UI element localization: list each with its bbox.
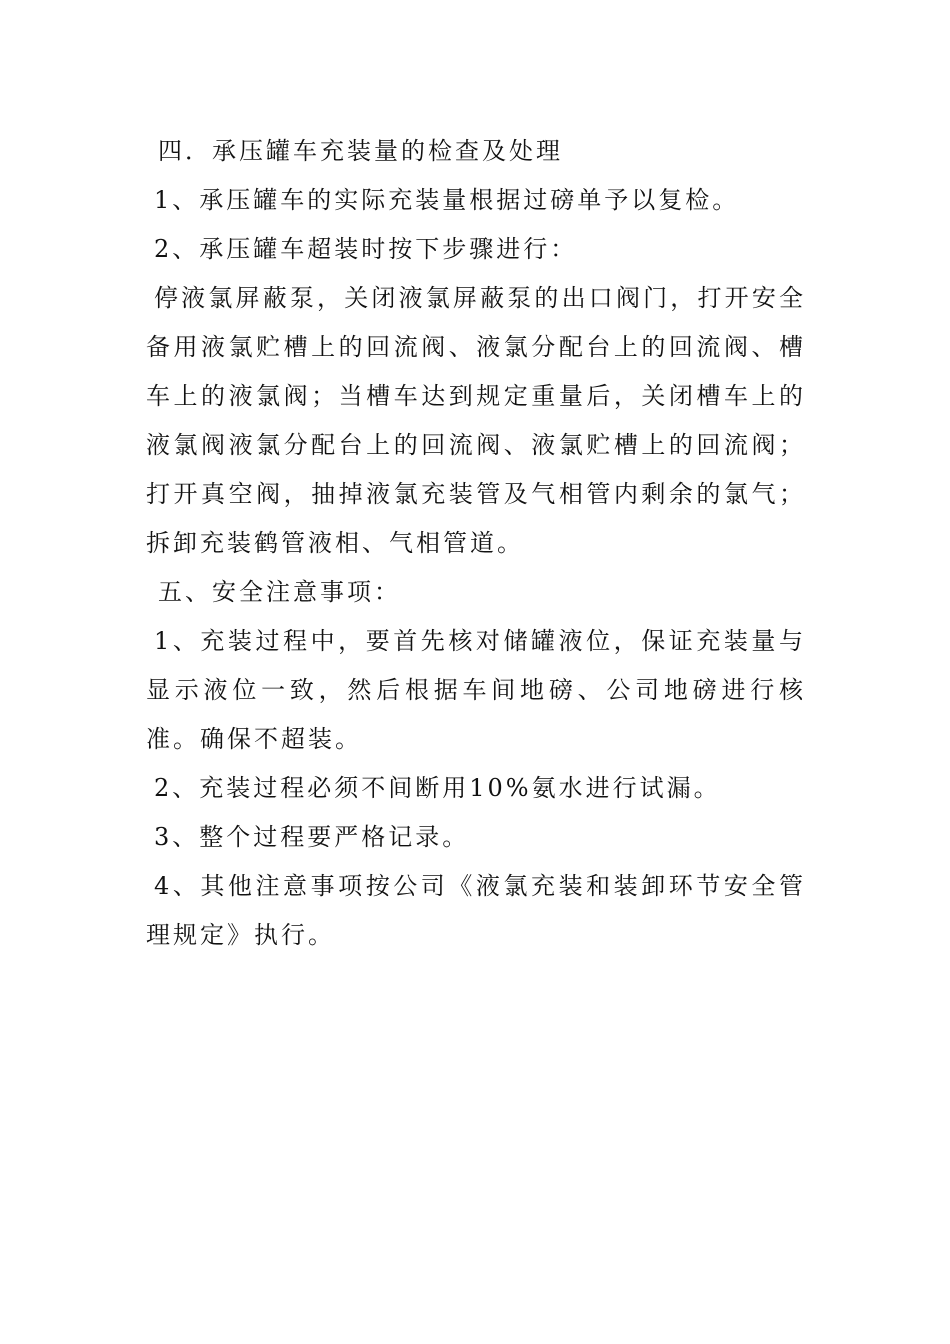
section-heading-four: 四．承压罐车充装量的检查及处理: [158, 137, 563, 165]
paragraph-item-4-2: 2、承压罐车超装时按下步骤进行：: [154, 235, 578, 263]
paragraph-item-4-1: 1、承压罐车的实际充装量根据过磅单予以复检。: [154, 186, 740, 214]
paragraph-item-5-4: 4、其他注意事项按公司《液氯充装和装卸环节安全管理规定》执行。: [146, 872, 806, 949]
paragraph-item-5-1: 1、充装过程中，要首先核对储罐液位，保证充装量与显示液位一致，然后根据车间地磅、公司地磅进行核准。确保不超装。: [146, 627, 806, 753]
section-heading-five: 五、安全注意事项：: [158, 578, 401, 606]
document-body: [146, 127, 806, 960]
paragraph-item-5-2: 2、充装过程必须不间断用10%氨水进行试漏。: [154, 774, 721, 802]
paragraph-procedure: 停液氯屏蔽泵，关闭液氯屏蔽泵的出口阀门，打开安全备用液氯贮槽上的回流阀、液氯分配台上的回流阀、槽车上的液氯阀；当槽车达到规定重量后，关闭槽车上的液氯阀液氯分配台上的回流阀、液氯贮槽上的回流阀；打开真空阀，抽掉液氯充装管及气相管内剩余的氯气；拆卸充装鹤管液相、气相管道。: [146, 284, 806, 557]
paragraph-item-5-3: 3、整个过程要严格记录。: [154, 823, 470, 851]
